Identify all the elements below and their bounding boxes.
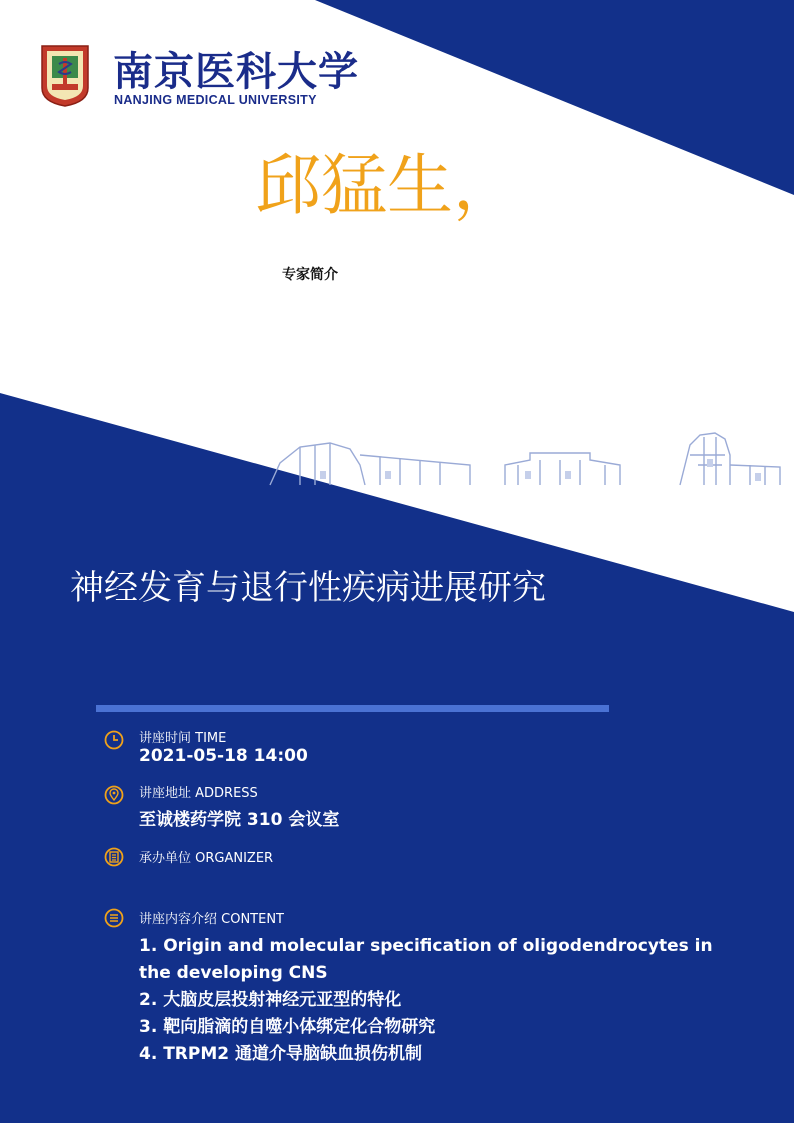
content-item-1: 1. Origin and molecular specification of oligodendrocytes in the developing CNS (139, 936, 713, 983)
location-pin-icon (104, 785, 124, 805)
lecture-title: 神经发育与退行性疾病进展研究 (70, 568, 546, 608)
building-icon (104, 847, 124, 867)
time-label: 讲座时间 TIME (139, 731, 227, 746)
clock-icon (104, 730, 124, 750)
address-value: 至诚楼药学院 310 会议室 (139, 810, 340, 830)
list-icon (104, 908, 124, 928)
campus-buildings-illustration (260, 425, 794, 495)
divider-rule (96, 705, 609, 712)
organizer-label: 承办单位 ORGANIZER (139, 851, 274, 866)
content-item-2: 2. 大脑皮层投射神经元亚型的特化 (139, 990, 402, 1010)
content-item-4: 4. TRPM2 通道介导脑缺血损伤机制 (139, 1044, 423, 1064)
university-name-en: NANJING MEDICAL UNIVERSITY (114, 93, 317, 107)
content-label: 讲座内容介绍 CONTENT (139, 912, 284, 927)
speaker-name: 邱猛生， (255, 147, 519, 224)
content-list (139, 933, 739, 1068)
content-item-3: 3. 靶向脂滴的自噬小体绑定化合物研究 (139, 1017, 436, 1037)
time-value: 2021-05-18 14:00 (139, 746, 308, 766)
university-emblem-icon (40, 44, 90, 108)
speaker-intro-label: 专家简介 (282, 267, 338, 283)
address-label: 讲座地址 ADDRESS (139, 786, 258, 801)
university-name-cn: 南京医科大学 (113, 48, 359, 95)
